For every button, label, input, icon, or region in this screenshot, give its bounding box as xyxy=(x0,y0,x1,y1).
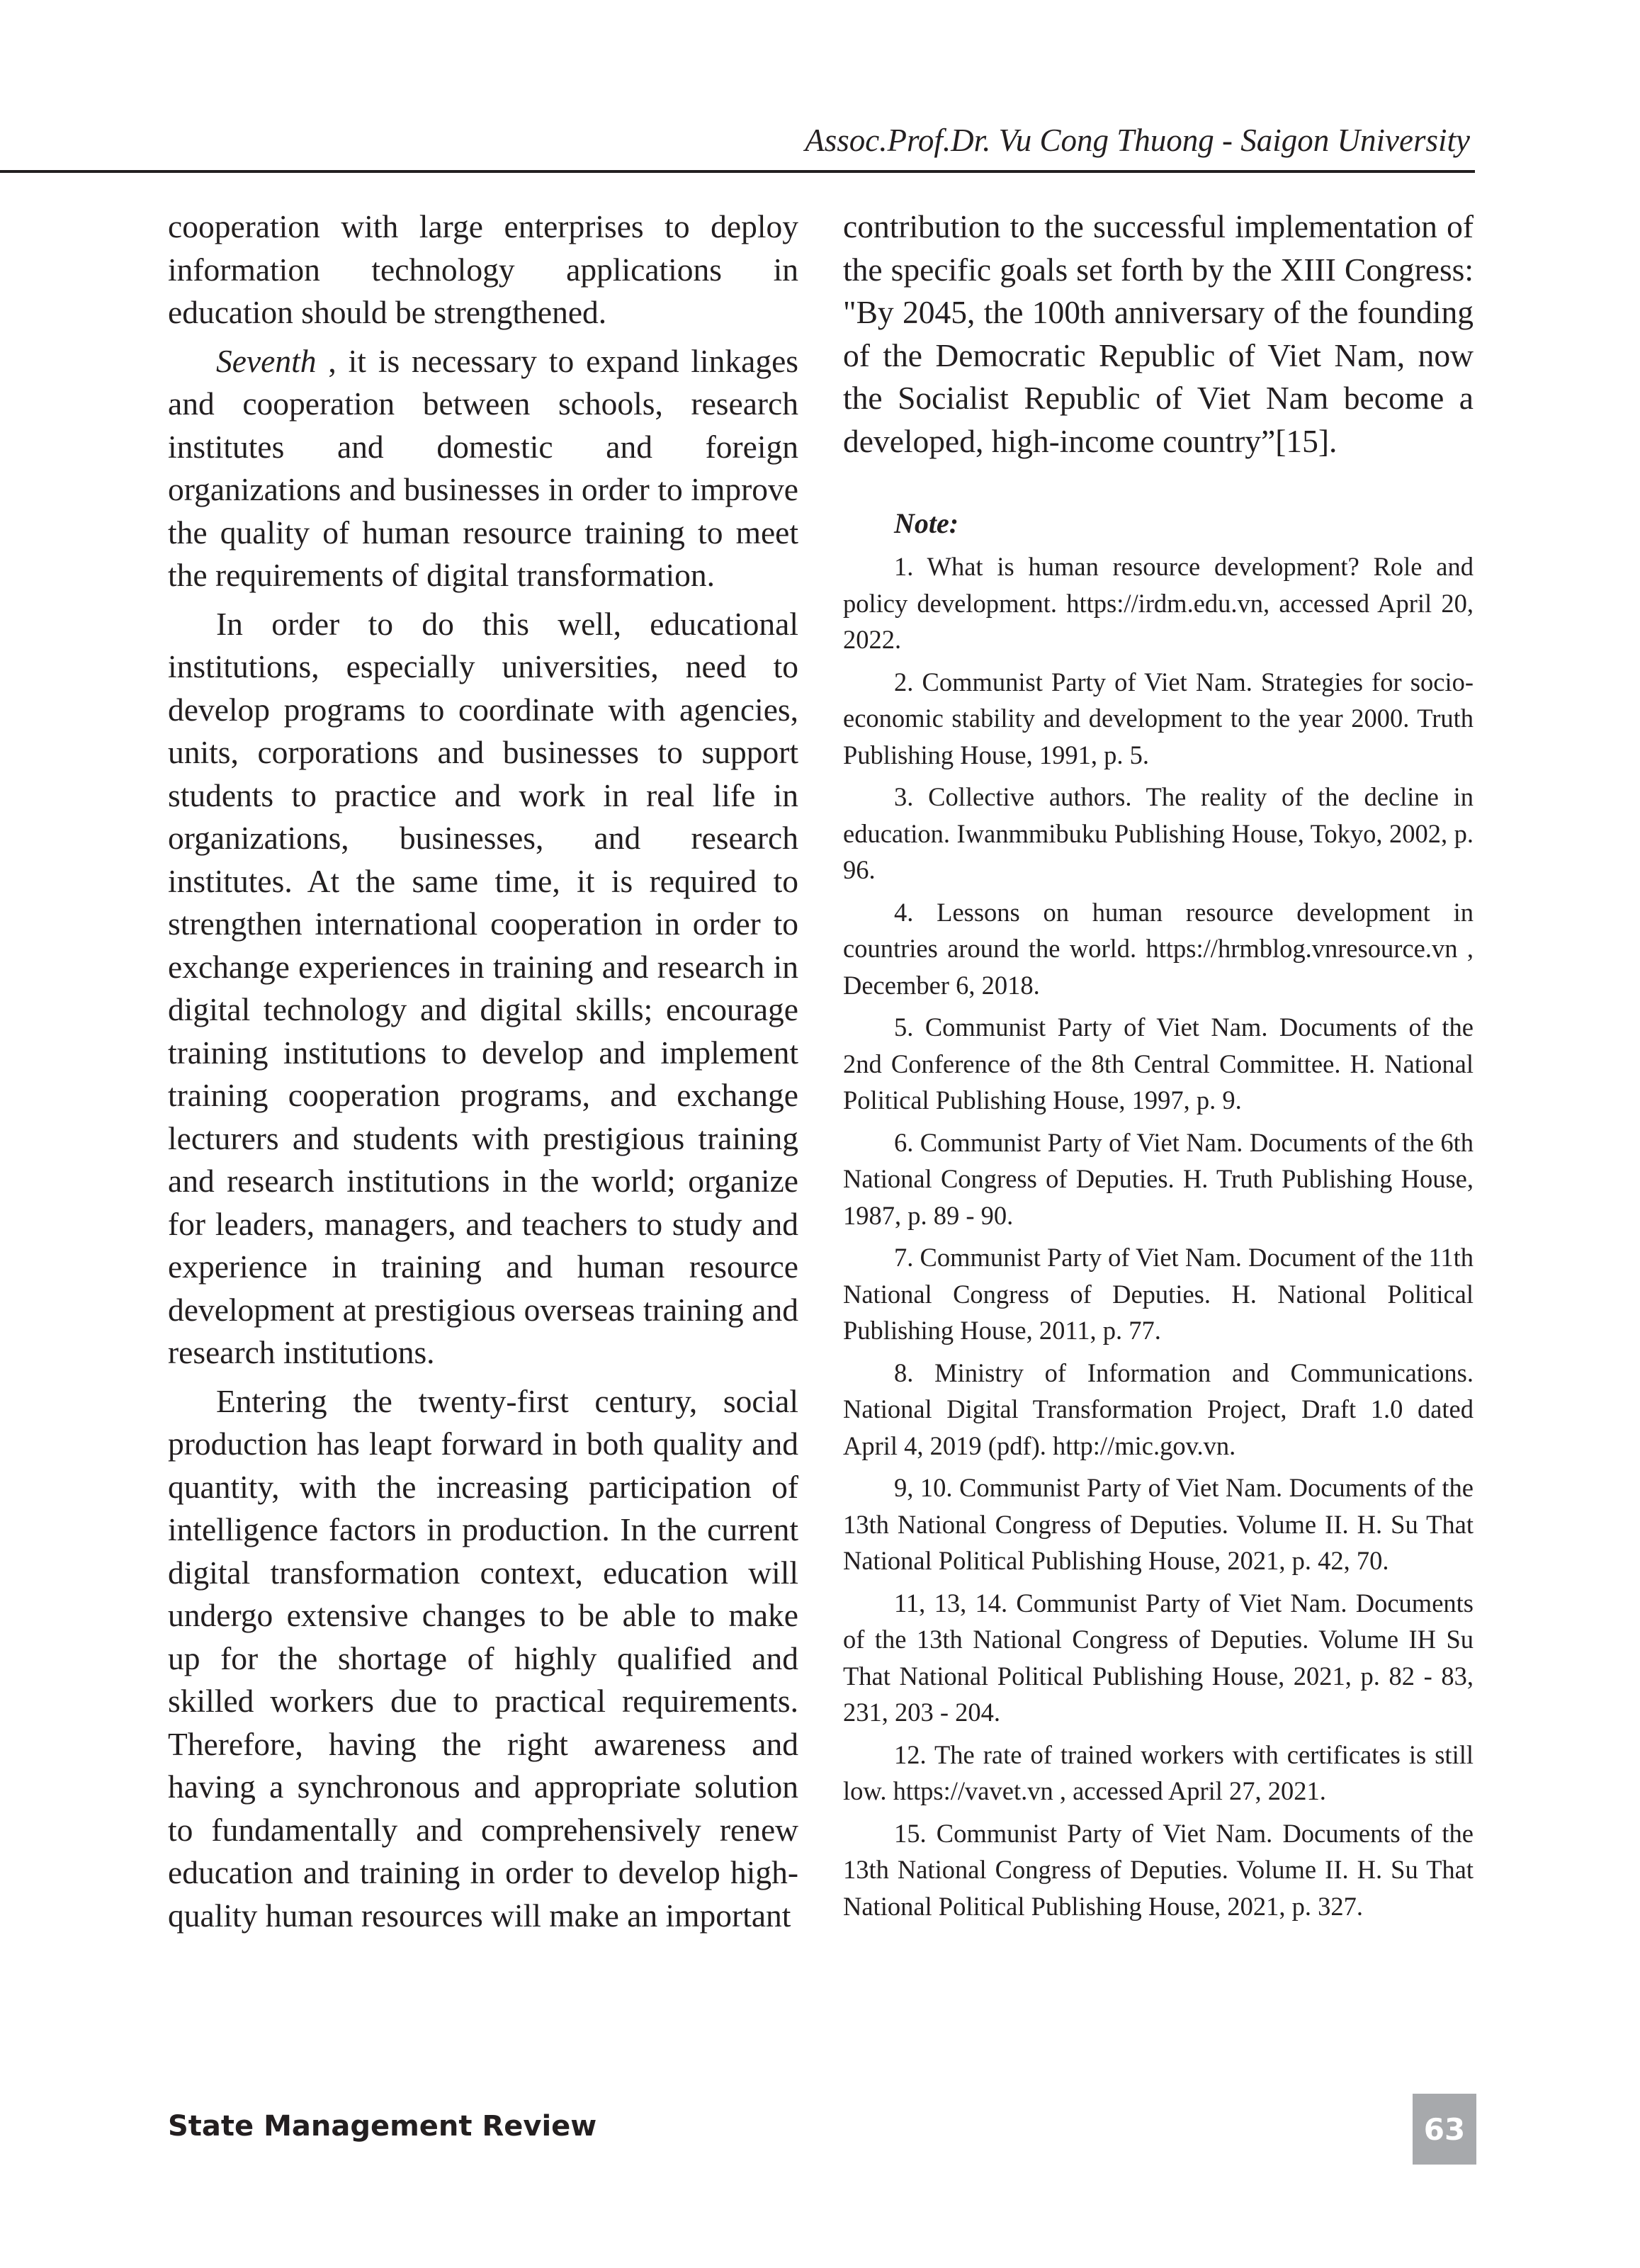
paragraph xyxy=(168,340,798,597)
reference-item: 1. What is human resource development? Role and policy development. https://irdm.edu.vn, accessed April 20, 2022. xyxy=(843,552,1474,654)
paragraph: Entering the twenty-first century, social production has leapt forward in both quality and quantity, with the increasing participation of intelligence factors in production. In the current digital transformation context, education will undergo extensive changes to be able to make up for the shortage of highly qualified and skilled workers due to practical requirements. Therefore, having the right awareness and having a synchronous and appropriate solution to fundamentally and comprehensively renew education and training in order to develop high-quality human resources will make an important xyxy=(168,1382,798,1934)
reference-item: 4. Lessons on human resource development in countries around the world. https://hrmblog.vnresource.vn , December 6, 2018. xyxy=(843,897,1474,1000)
paragraph: cooperation with large enterprises to deploy information technology applications in education should be strengthened. xyxy=(168,208,798,330)
reference-item: 6. Communist Party of Viet Nam. Documents of the 6th National Congress of Deputies. H. Truth Publishing House, 1987, p. 89 - 90. xyxy=(843,1127,1474,1230)
reference-item: 5. Communist Party of Viet Nam. Documents of the 2nd Conference of the 8th Central Committee. H. National Political Publishing House, 1997, p. 9. xyxy=(843,1012,1474,1115)
paragraph: In order to do this well, educational institutions, especially universities, need to develop programs to coordinate with agencies, units, corporations and businesses to support students to practice and work in real life in organizations, businesses, and research institutes. At the same time, it is required to strengthen international cooperation in order to exchange experiences in training and research in digital technology and digital skills; encourage training institutions to develop and implement training cooperation programs, and exchange lecturers and students with prestigious training and research institutions in the world; organize for leaders, managers, and teachers to study and experience in training and human resource development at prestigious overseas training and research institutions. xyxy=(168,605,798,1370)
page-number: 63 xyxy=(1413,2094,1476,2165)
reference-item: 8. Ministry of Information and Communications. National Digital Transformation Project, Draft 1.0 dated April 4, 2019 (pdf). http://mic.gov.vn. xyxy=(843,1358,1474,1460)
reference-item: 15. Communist Party of Viet Nam. Documents of the 13th National Congress of Deputies. Volume II. H. Su That National Political Publishing House, 2021, p. 327. xyxy=(843,1818,1474,1921)
reference-list xyxy=(843,548,1474,1924)
journal-title: State Management Review xyxy=(168,2110,597,2143)
paragraph-lead: Seventh xyxy=(216,342,317,379)
reference-item: 11, 13, 14. Communist Party of Viet Nam. Documents of the 13th National Congress of Deputies. Volume IH Su That National Political Publishing House, 2021, p. 82 - 83, 231, 203 - 204. xyxy=(843,1588,1474,1727)
author-affiliation: Assoc.Prof.Dr. Vu Cong Thuong - Saigon University xyxy=(805,123,1470,158)
left-column xyxy=(168,205,798,1943)
right-column xyxy=(843,205,1474,1930)
reference-item: 3. Collective authors. The reality of the decline in education. Iwanmmibuku Publishing House, Tokyo, 2002, p. 96. xyxy=(843,782,1474,884)
reference-item: 12. The rate of trained workers with certificates is still low. https://vavet.vn , accessed April 27, 2021. xyxy=(843,1739,1474,1805)
reference-item: 7. Communist Party of Viet Nam. Document of the 11th National Congress of Deputies. H. National Political Publishing House, 2011, p. 77. xyxy=(843,1243,1474,1345)
reference-item: 2. Communist Party of Viet Nam. Strategies for socio-economic stability and development to the year 2000. Truth Publishing House, 1991, p. 5. xyxy=(843,667,1474,769)
notes-heading: Note: xyxy=(894,507,959,539)
paragraph-text: , it is necessary to expand linkages and cooperation between schools, research institutes and domestic and foreign organizations and businesses in order to improve the quality of human resource training to meet the requirements of digital transformation. xyxy=(168,342,798,593)
paragraph: contribution to the successful implementation of the specific goals set forth by the XIII Congress: "By 2045, the 100th anniversary of the founding of the Democratic Republic of Viet Nam, now the Socialist Republic of Viet Nam become a developed, high-income country”[15]. xyxy=(843,208,1474,459)
header-divider xyxy=(0,170,1475,173)
reference-item: 9, 10. Communist Party of Viet Nam. Documents of the 13th National Congress of Deputies. Volume II. H. Su That National Political Publishing House, 2021, p. 42, 70. xyxy=(843,1473,1474,1575)
